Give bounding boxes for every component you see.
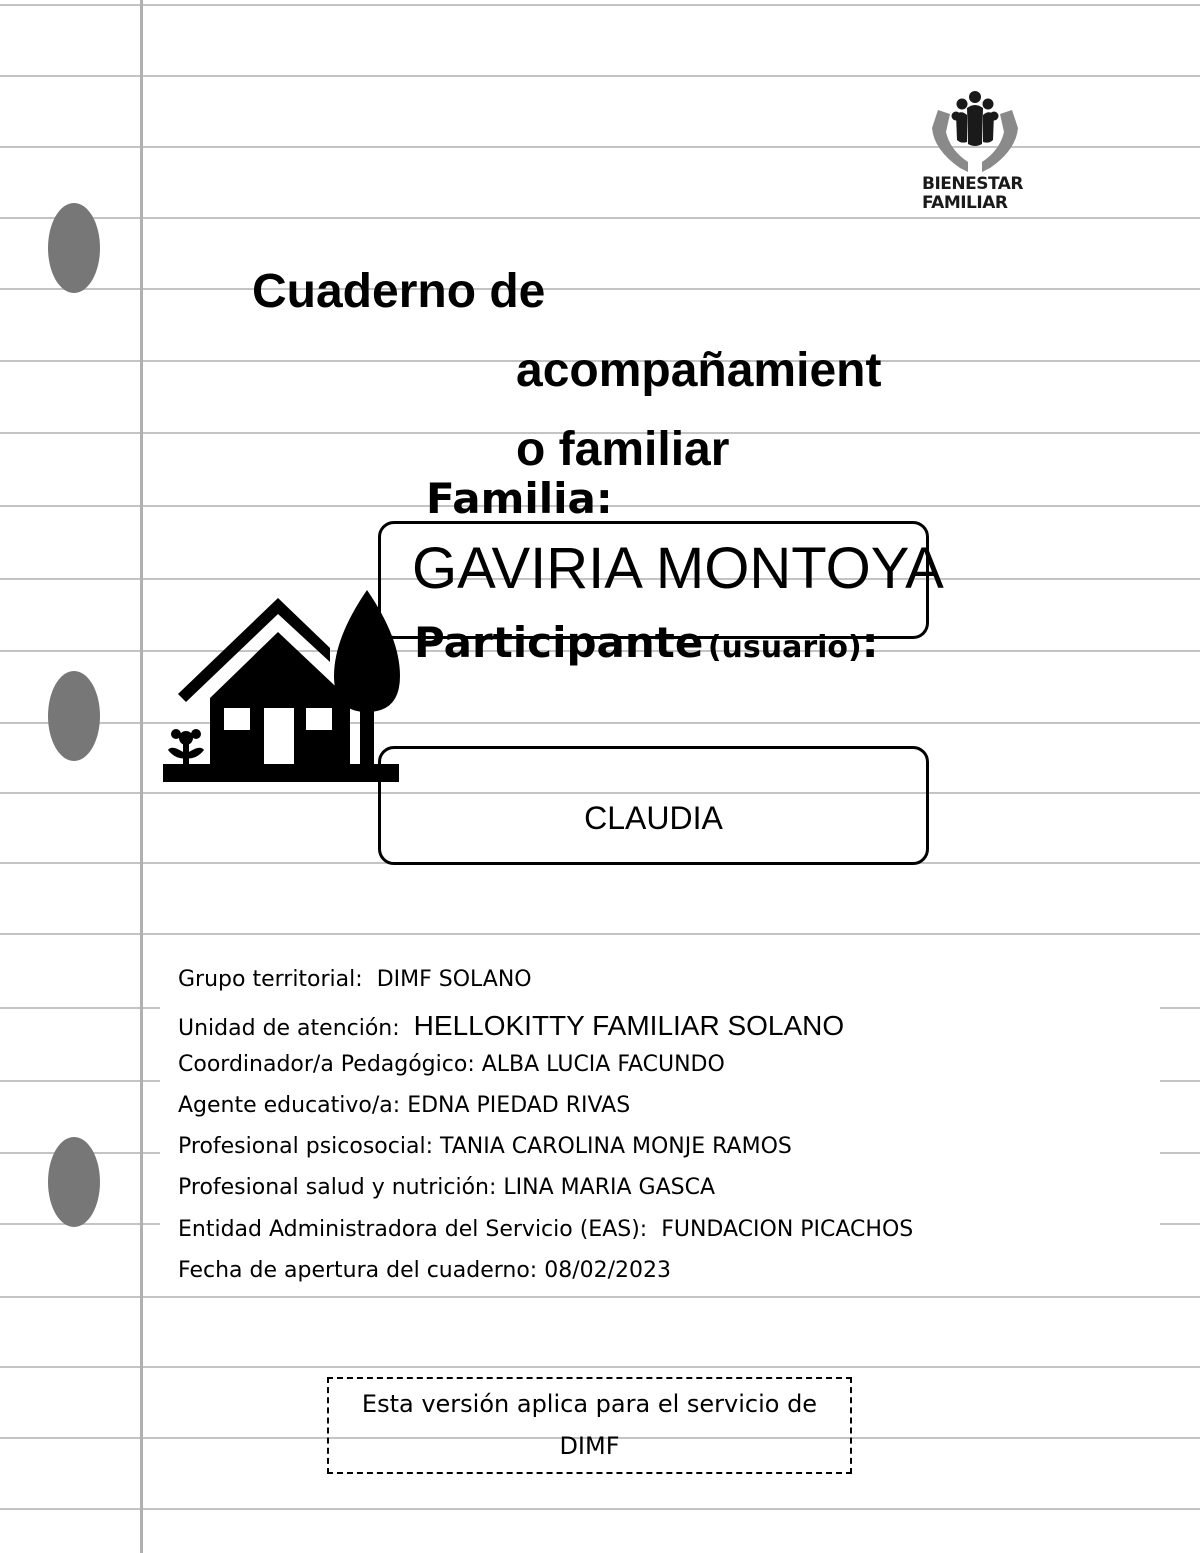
participante-colon: :: [861, 618, 879, 667]
logo-line-2: FAMILIAR: [922, 193, 1008, 213]
title-line-2: acompañamient: [516, 344, 882, 397]
info-label: Unidad de atención:: [178, 1016, 400, 1041]
logo-line-1: BIENESTAR: [922, 174, 1024, 194]
info-profesional-psicosocial: [178, 1136, 792, 1158]
participante-label-row: [414, 618, 879, 667]
version-note-line-2: DIMF: [559, 1432, 620, 1460]
info-label: Profesional salud y nutrición:: [178, 1175, 497, 1200]
info-value: FUNDACION PICACHOS: [661, 1217, 914, 1242]
info-coordinador: [178, 1054, 725, 1076]
title-line-3: o familiar: [516, 423, 730, 476]
bienestar-familiar-logo: [920, 88, 1030, 218]
margin-line: [140, 0, 143, 1553]
binder-hole: [48, 203, 100, 293]
info-value: TANIA CAROLINA MONJE RAMOS: [439, 1134, 792, 1159]
info-value: 08/02/2023: [544, 1258, 672, 1283]
info-value: DIMF SOLANO: [376, 967, 532, 992]
info-fecha-apertura: [178, 1260, 671, 1282]
info-label: Agente educativo/a:: [178, 1093, 401, 1118]
info-label: Entidad Administradora del Servicio (EAS):: [178, 1217, 648, 1242]
info-unidad-atencion: [178, 1012, 844, 1040]
house-tree-illustration: [160, 588, 410, 788]
info-value: LINA MARIA GASCA: [503, 1175, 715, 1200]
participante-label-suffix: (usuario): [707, 630, 862, 665]
info-label: Grupo territorial:: [178, 967, 363, 992]
version-note-line-1: Esta versión aplica para el servicio de: [361, 1390, 818, 1418]
title-line-1: Cuaderno de: [252, 265, 546, 318]
familia-value: GAVIRIA MONTOYA: [412, 536, 944, 601]
info-label: Fecha de apertura del cuaderno:: [178, 1258, 538, 1283]
participante-value: CLAUDIA: [584, 800, 723, 836]
info-label: Coordinador/a Pedagógico:: [178, 1052, 475, 1077]
binder-hole: [48, 671, 100, 761]
version-note-box: [327, 1377, 852, 1474]
info-agente-educativo: [178, 1095, 630, 1117]
info-value: EDNA PIEDAD RIVAS: [407, 1093, 631, 1118]
info-value: ALBA LUCIA FACUNDO: [481, 1052, 725, 1077]
info-value: HELLOKITTY FAMILIAR SOLANO: [413, 1010, 845, 1041]
family-hands-icon: [920, 88, 1030, 183]
familia-label: Familia:: [426, 474, 613, 523]
binder-hole: [48, 1137, 100, 1227]
info-profesional-salud: [178, 1177, 715, 1199]
house-tree-icon: [160, 588, 410, 788]
info-grupo-territorial: [178, 969, 532, 991]
participante-label: Participante: [414, 618, 704, 667]
info-entidad-administradora: [178, 1219, 913, 1241]
info-label: Profesional psicosocial:: [178, 1134, 433, 1159]
